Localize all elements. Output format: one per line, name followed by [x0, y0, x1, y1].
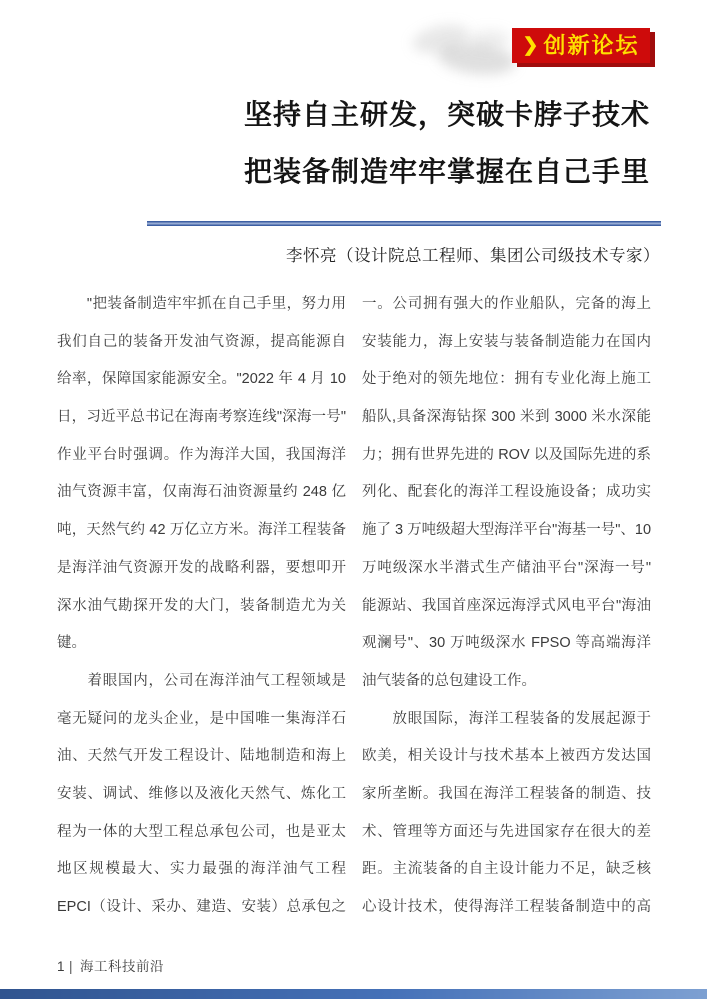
body-text-line: 安装能力，海上安装与装备制造能力在国内	[362, 333, 651, 350]
section-badge-label: 创新论坛	[543, 32, 640, 58]
body-text-line: 深水油气勘探开发的大门，装备制造尤为关	[57, 597, 346, 614]
body-text-line: 放眼国际，海洋工程装备的发展起源于	[362, 710, 651, 727]
body-text-line: 着眼国内，公司在海洋油气工程领域是	[57, 672, 346, 689]
body-text-line: 油气资源丰富，仅南海石油资源量约 248 亿	[57, 484, 346, 501]
bottom-accent-bar	[0, 989, 707, 999]
author-byline: 李怀亮（设计院总工程师、集团公司级技术专家）	[286, 246, 660, 265]
body-text-line: 地区规模最大、实力最强的海洋油气工程	[57, 861, 346, 878]
chevron-right-icon: ❯	[522, 35, 539, 56]
body-text-line: 日，习近平总书记在海南考察连线"深海一号"	[57, 409, 346, 426]
article-title-line-1: 坚持自主研发，突破卡脖子技术	[243, 99, 650, 130]
body-text-line: 施了 3 万吨级超大型海洋平台"海基一号"、10	[362, 522, 652, 539]
body-text-line: 列化、配套化的海洋工程设施设备；成功实	[362, 484, 651, 501]
body-text-line: "把装备制造牢牢抓在自己手里，努力用	[57, 296, 346, 312]
body-text-line: 距。主流装备的自主设计能力不足，缺乏核	[362, 861, 651, 878]
footer-separator: |	[69, 959, 74, 974]
body-text-line: 油气装备的总包建设工作。	[362, 672, 536, 689]
scan-smudge	[470, 30, 510, 48]
page-number: 1	[57, 959, 66, 974]
body-text-line: 作业平台时强调。作为海洋大国，我国海洋	[57, 446, 346, 463]
body-text-line: 是海洋油气资源开发的战略利器，要想叩开	[57, 559, 346, 576]
body-text-line: 键。	[57, 635, 86, 652]
body-text-line: 给率，保障国家能源安全。"2022 年 4 月 10	[57, 371, 346, 388]
body-text-line: 欧美，相关设计与技术基本上被西方发达国	[362, 748, 651, 765]
journal-name: 海工科技前沿	[80, 959, 165, 974]
body-text-line: 力；拥有世界先进的 ROV 以及国际先进的系	[362, 446, 651, 463]
body-column-left	[57, 286, 346, 927]
article-title	[100, 86, 650, 200]
body-text-line: 毫无疑问的龙头企业，是中国唯一集海洋石	[57, 710, 346, 727]
page-footer	[57, 955, 164, 975]
body-text-line: 安装、调试、维修以及液化天然气、炼化工	[57, 785, 346, 802]
section-badge	[512, 28, 650, 63]
title-divider-rule	[147, 221, 661, 226]
body-text-line: 油、天然气开发工程设计、陆地制造和海上	[57, 748, 346, 765]
body-text-line: 家所垄断。我国在海洋工程装备的制造、技	[362, 785, 651, 802]
body-text-line: 船队,具备深海钻探 300 米到 3000 米水深能	[362, 409, 651, 426]
body-text-line: 观澜号"、30 万吨级深水 FPSO 等高端海洋	[362, 635, 651, 652]
body-text-line: 处于绝对的领先地位：拥有专业化海上施工	[362, 371, 651, 388]
body-text-line: 能源站、我国首座深远海浮式风电平台"海油	[362, 597, 651, 614]
body-text-line: 吨，天然气约 42 万亿立方米。海洋工程装备	[57, 522, 346, 539]
body-text-line: 程为一体的大型工程总承包公司，也是亚太	[57, 823, 346, 840]
article-title-line-2: 把装备制造牢牢掌握在自己手里	[243, 156, 650, 187]
body-text-line: EPCI（设计、采办、建造、安装）总承包之	[57, 899, 346, 915]
body-text-line: 我们自己的装备开发油气资源，提高能源自	[57, 333, 346, 350]
body-text-line: 万吨级深水半潜式生产储油平台"深海一号"	[362, 559, 651, 576]
body-column-right	[362, 286, 651, 927]
body-text-line: 术、管理等方面还与先进国家存在很大的差	[362, 823, 651, 840]
body-text-line: 一。公司拥有强大的作业船队，完备的海上	[362, 296, 651, 312]
body-text-line: 心设计技术，使得海洋工程装备制造中的高	[362, 899, 651, 915]
